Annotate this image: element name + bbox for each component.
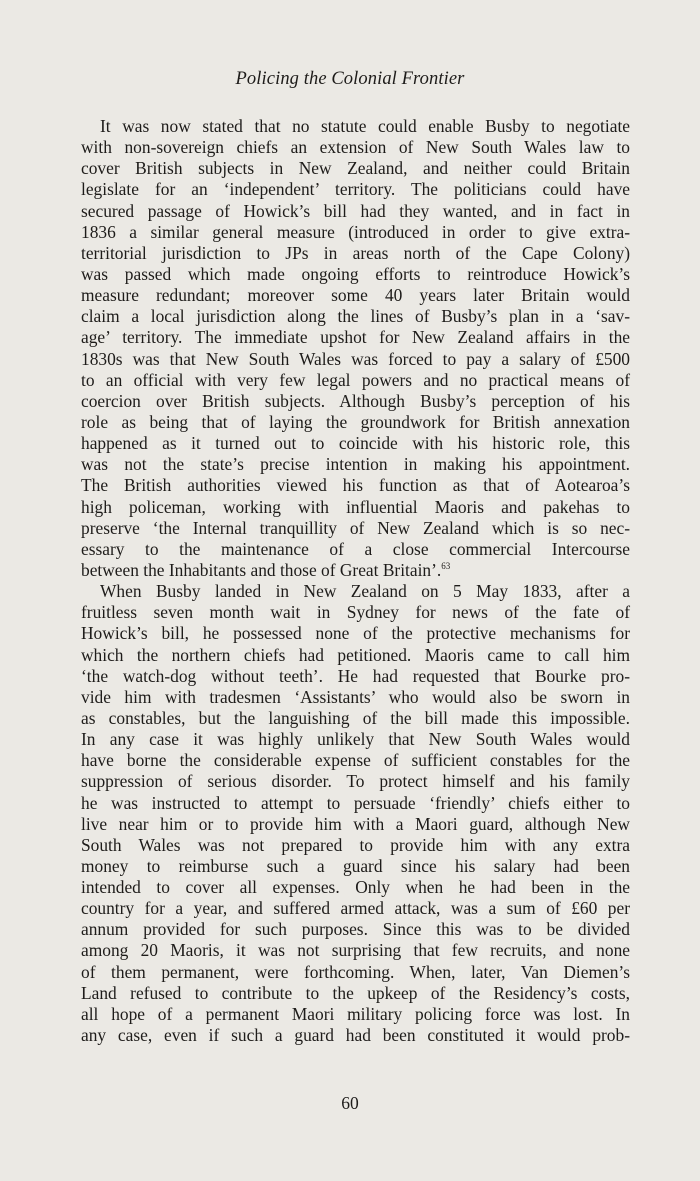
text-line: he was instructed to attempt to persuade ‘friendly’ chiefs either to	[81, 792, 630, 813]
text-line: any case, even if such a guard had been constituted it would prob-	[81, 1025, 630, 1046]
text-line: live near him or to provide him with a Maori guard, although New	[81, 813, 630, 834]
text-line: vide him with tradesmen ‘Assistants’ who would also be sworn in	[81, 686, 630, 707]
body-text	[81, 116, 630, 1046]
text-line: Howick’s bill, he possessed none of the protective mechanisms for	[81, 623, 630, 644]
page-number: 60	[341, 1093, 359, 1113]
running-title: Policing the Colonial Frontier	[235, 69, 465, 89]
text-line: to an official with very few legal powers and no practical means of	[81, 369, 630, 390]
text-line: claim a local jurisdiction along the lines of Busby’s plan in a ‘sav-	[81, 306, 630, 327]
text-line: money to reimburse such a guard since his salary had been	[81, 855, 630, 876]
text-line: role as being that of laying the groundwork for British annexation	[81, 411, 630, 432]
text-line: all hope of a permanent Maori military policing force was lost. In	[81, 1003, 630, 1024]
text-line: country for a year, and suffered armed attack, was a sum of £60 per	[81, 898, 630, 919]
text-line: territorial jurisdiction to JPs in areas north of the Cape Colony)	[81, 242, 630, 263]
text-line: fruitless seven month wait in Sydney for news of the fate of	[81, 602, 630, 623]
text-line: Land refused to contribute to the upkeep of the Residency’s costs,	[81, 982, 630, 1003]
text-line: age’ territory. The immediate upshot for New Zealand affairs in the	[81, 327, 630, 348]
footnote-reference: 63	[441, 561, 451, 572]
text-line: The British authorities viewed his function as that of Aotearoa’s	[81, 475, 630, 496]
text-line: happened as it turned out to coincide with his historic role, this	[81, 433, 630, 454]
text-line: annum provided for such purposes. Since this was to be divided	[81, 919, 630, 940]
text-line: When Busby landed in New Zealand on 5 May 1833, after a	[100, 581, 630, 602]
text-line: was passed which made ongoing efforts to reintroduce Howick’s	[81, 263, 630, 284]
text-line: coercion over British subjects. Although Busby’s perception of his	[81, 390, 630, 411]
text-line: with non-sovereign chiefs an extension of New South Wales law to	[81, 137, 630, 158]
text-line: South Wales was not prepared to provide him with any extra	[81, 834, 630, 855]
text-line: as constables, but the languishing of the bill made this impossible.	[81, 707, 630, 728]
text-line: preserve ‘the Internal tranquillity of New Zealand which is so nec-	[81, 517, 630, 538]
text-line: cover British subjects in New Zealand, and neither could Britain	[81, 158, 630, 179]
text-line: high policeman, working with influential Maoris and pakehas to	[81, 496, 630, 517]
text-line: 1836 a similar general measure (introduced in order to give extra-	[81, 221, 630, 242]
text-line: was not the state’s precise intention in making his appointment.	[81, 454, 630, 475]
text-line: essary to the maintenance of a close commercial Intercourse	[81, 538, 630, 559]
text-line-content: between the Inhabitants and those of Great Britain’.	[81, 559, 442, 580]
text-line: measure redundant; moreover some 40 years later Britain would	[81, 285, 630, 306]
text-line	[81, 560, 630, 581]
text-line: intended to cover all expenses. Only when he had been in the	[81, 877, 630, 898]
text-line: In any case it was highly unlikely that New South Wales would	[81, 729, 630, 750]
text-line: have borne the considerable expense of sufficient constables for the	[81, 750, 630, 771]
text-line: which the northern chiefs had petitioned. Maoris came to call him	[81, 644, 630, 665]
text-line: of them permanent, were forthcoming. When, later, Van Diemen’s	[81, 961, 630, 982]
text-line: among 20 Maoris, it was not surprising that few recruits, and none	[81, 940, 630, 961]
text-line: 1830s was that New South Wales was forced to pay a salary of £500	[81, 348, 630, 369]
text-line: secured passage of Howick’s bill had they wanted, and in fact in	[81, 200, 630, 221]
text-line: ‘the watch-dog without teeth’. He had requested that Bourke pro-	[81, 665, 630, 686]
text-line: It was now stated that no statute could enable Busby to negotiate	[100, 116, 630, 136]
text-line: suppression of serious disorder. To protect himself and his family	[81, 771, 630, 792]
text-line: legislate for an ‘independent’ territory. The politicians could have	[81, 179, 630, 200]
